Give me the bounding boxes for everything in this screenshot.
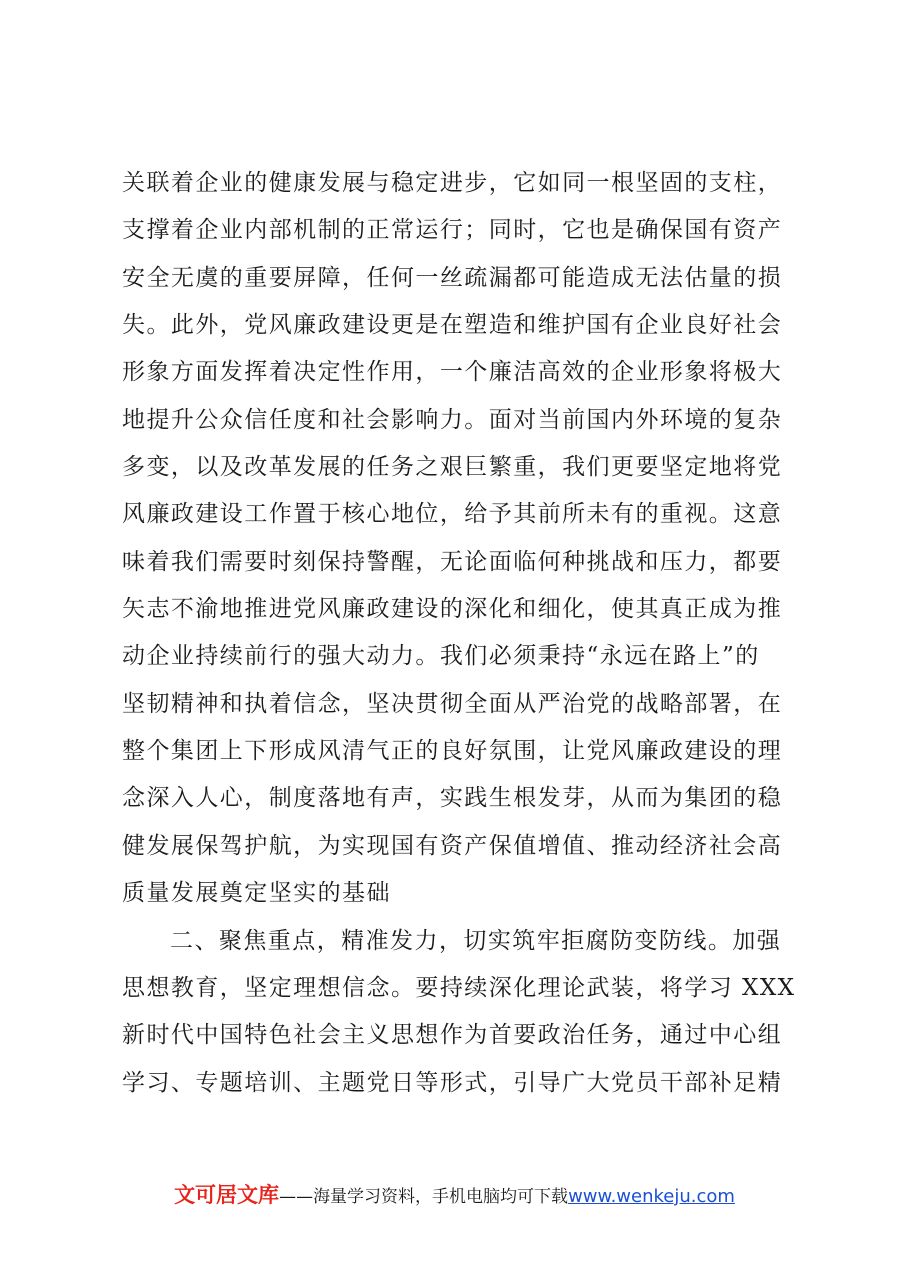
paragraph-2 — [122, 918, 802, 1107]
paragraph-1 — [122, 160, 802, 918]
text-line: 二、聚焦重点，精准发力，切实筑牢拒腐防变防线。加强 — [170, 927, 782, 954]
text-line: 矢志不渝地推进党风廉政建设的深化和细化，使其真正成为推 — [122, 596, 783, 623]
text-line: 动企业持续前行的强大动力。我们必须秉持“永远在路上”的 — [122, 643, 760, 670]
text-line: 念深入人心，制度落地有声，实践生根发芽，从而为集团的稳 — [122, 785, 783, 812]
footer-banner — [0, 1181, 909, 1211]
text-line: 安全无虞的重要屏障，任何一丝疏漏都可能造成无法估量的损 — [122, 264, 783, 291]
brand-name: 文可居文库 — [174, 1183, 280, 1207]
text-line: 支撑着企业内部机制的正常运行；同时，它也是确保国有资产 — [122, 217, 783, 244]
text-line: 质量发展奠定坚实的基础 — [122, 880, 391, 907]
text-line: 关联着企业的健康发展与稳定进步，它如同一根坚固的支柱， — [122, 170, 783, 196]
text-line: 形象方面发挥着决定性作用，一个廉洁高效的企业形象将极大 — [122, 359, 783, 386]
text-line: 健发展保驾护航，为实现国有资产保值增值、推动经济社会高 — [122, 832, 783, 859]
text-line: 味着我们需要时刻保持警醒，无论面临何种挑战和压力，都要 — [122, 548, 783, 575]
footer-tagline: ——海量学习资料，手机电脑均可下载 — [279, 1187, 569, 1207]
text-line: 新时代中国特色社会主义思想作为首要政治任务，通过中心组 — [122, 1022, 783, 1049]
text-line: 学习、专题培训、主题党日等形式，引导广大党员干部补足精 — [122, 1069, 783, 1096]
text-line: 失。此外，党风廉政建设更是在塑造和维护国有企业良好社会 — [122, 312, 783, 339]
text-line: 风廉政建设工作置于核心地位，给予其前所未有的重视。这意 — [122, 501, 783, 528]
text-line: 思想教育，坚定理想信念。要持续深化理论武装，将学习 XXX — [122, 974, 796, 1001]
text-line: 地提升公众信任度和社会影响力。面对当前国内外环境的复杂 — [122, 406, 783, 433]
document-body — [122, 160, 802, 1107]
site-link[interactable]: www.wenkeju.com — [568, 1186, 735, 1207]
text-line: 多变，以及改革发展的任务之艰巨繁重，我们更要坚定地将党 — [122, 454, 783, 481]
text-line: 坚韧精神和执着信念，坚决贯彻全面从严治党的战略部署，在 — [122, 690, 783, 717]
text-line: 整个集团上下形成风清气正的良好氛围，让党风廉政建设的理 — [122, 738, 783, 765]
